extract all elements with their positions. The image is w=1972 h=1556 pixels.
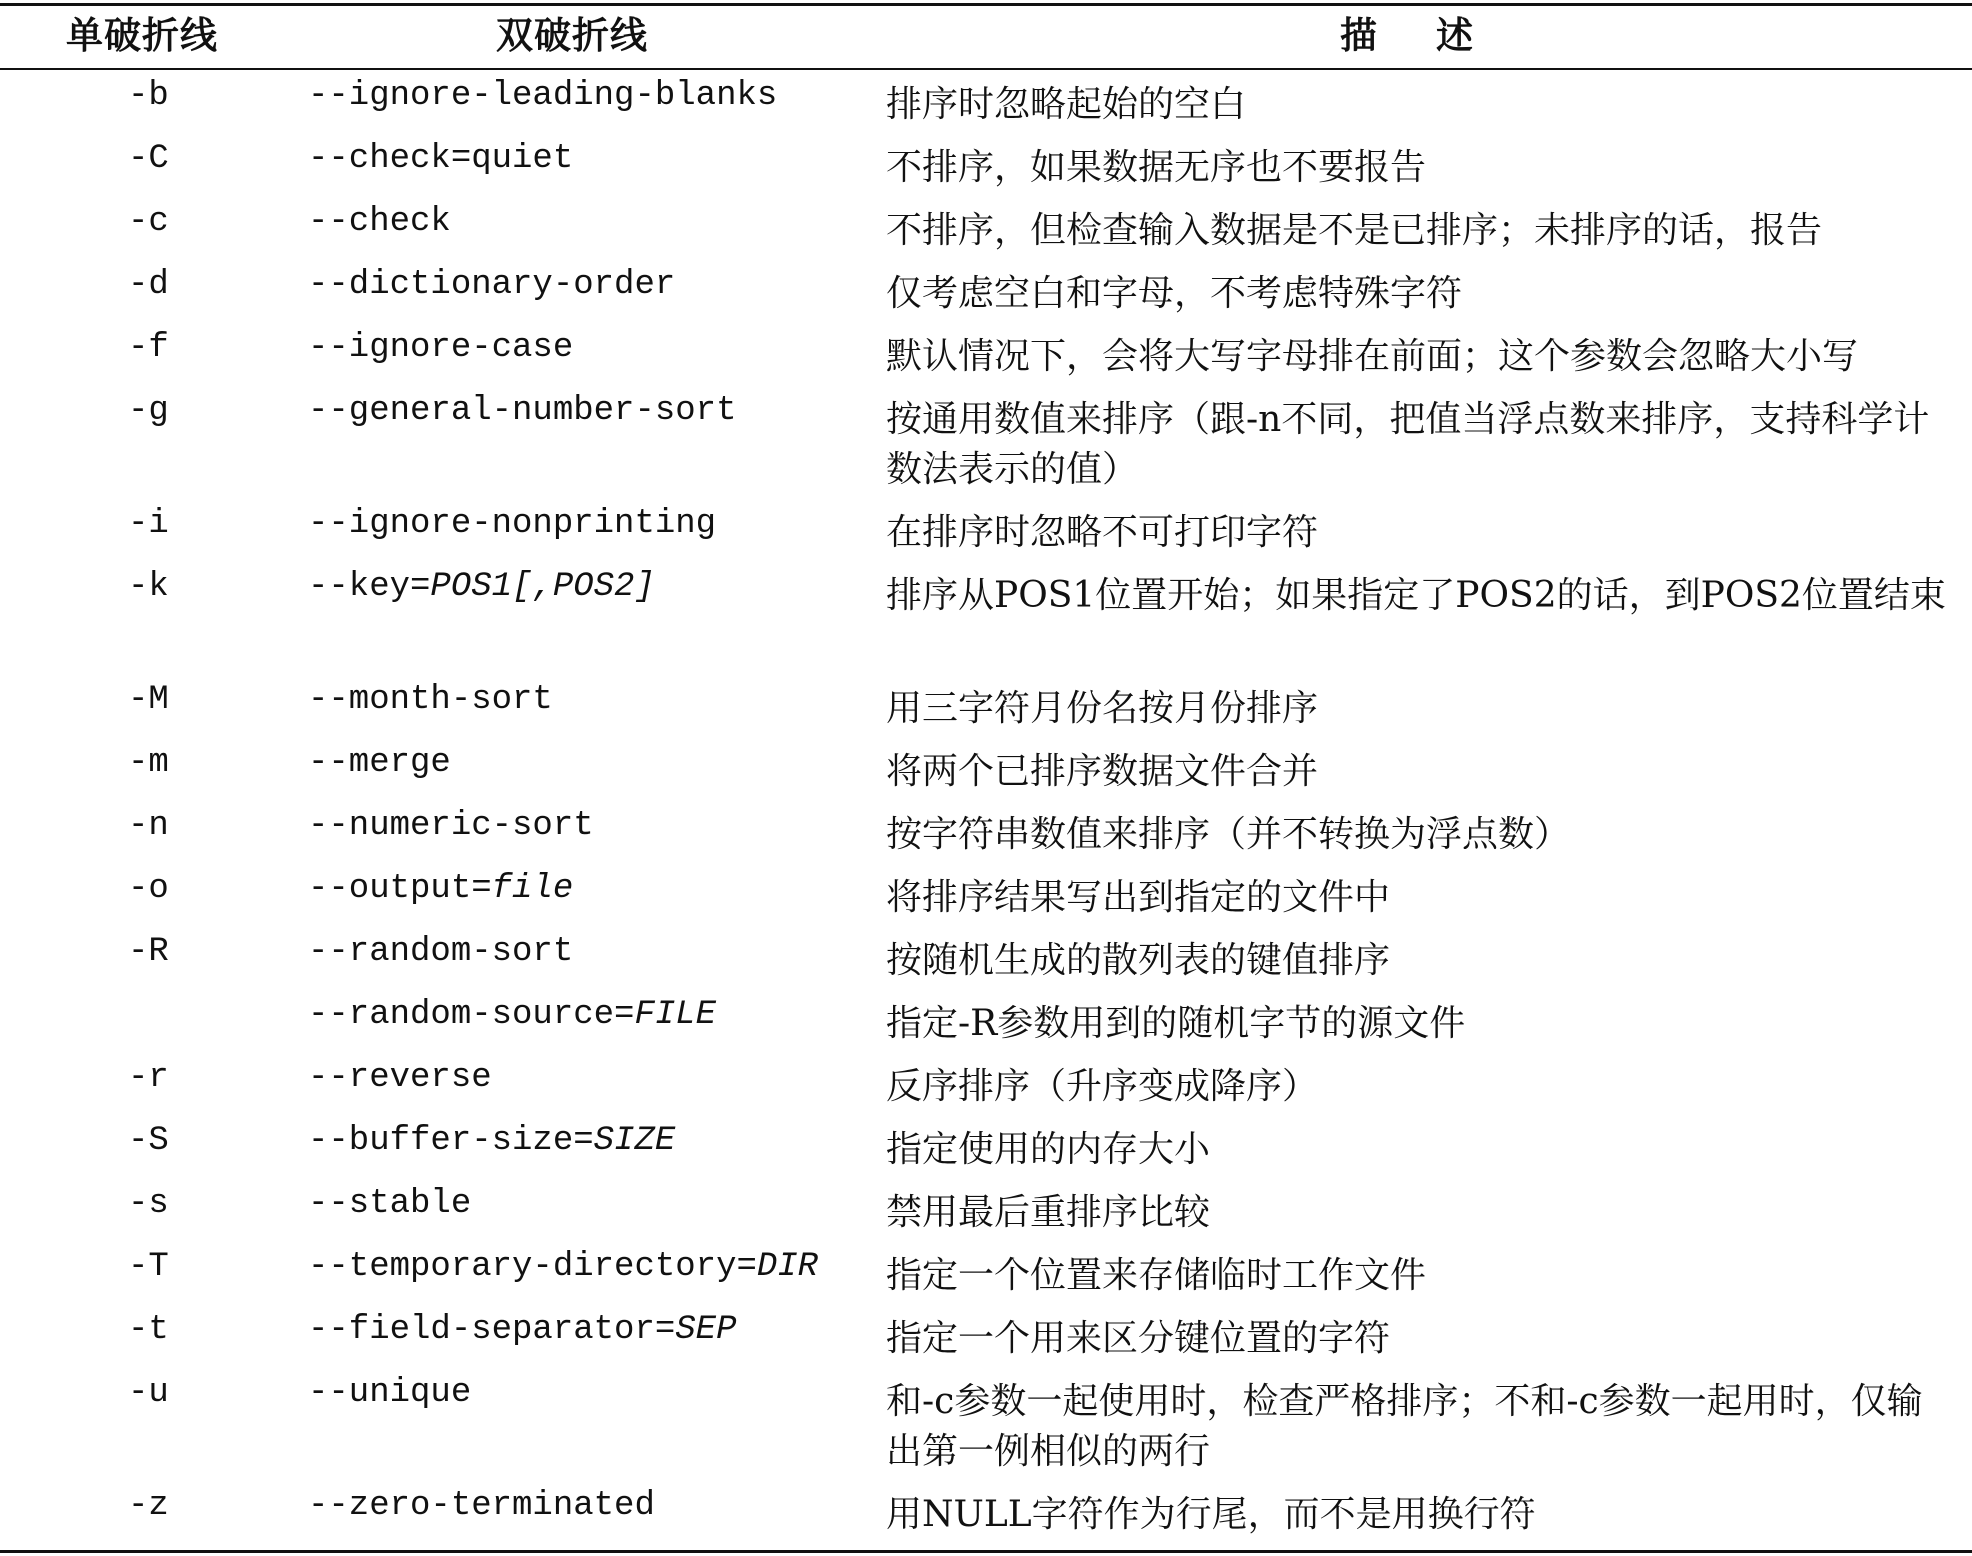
long-option	[308, 995, 716, 1035]
option-description: 在排序时忽略不可打印字符	[886, 512, 1319, 553]
table-row	[0, 1482, 1972, 1545]
header-description	[1340, 14, 1490, 58]
long-option-name: --general-number-sort	[308, 392, 737, 430]
long-option	[308, 869, 573, 909]
short-option: -z	[128, 1487, 169, 1525]
short-option: -S	[128, 1122, 169, 1160]
long-option	[308, 806, 594, 846]
long-option-name: --numeric-sort	[308, 807, 594, 845]
short-option: -M	[128, 681, 169, 719]
long-option-name: --temporary-directory=	[308, 1248, 757, 1286]
table-row	[0, 1117, 1972, 1180]
table-row	[0, 802, 1972, 865]
long-option-name: --random-sort	[308, 933, 574, 971]
long-option	[308, 680, 553, 720]
short-option: -R	[128, 933, 169, 971]
table-row	[0, 1180, 1972, 1243]
short-option: -m	[128, 744, 169, 782]
header-single-dash: 单破折线	[66, 14, 218, 57]
table-row	[0, 72, 1972, 135]
long-option-name: --ignore-nonprinting	[308, 505, 717, 543]
table-row	[0, 563, 1972, 676]
short-option: -C	[128, 140, 169, 178]
long-option-argument: FILE	[634, 996, 717, 1034]
option-description: 指定-R参数用到的随机字节的源文件	[886, 1003, 1466, 1044]
long-option	[308, 1486, 655, 1526]
short-option: -t	[128, 1311, 169, 1349]
option-description: 按通用数值来排序（跟-n不同，把值当浮点数来排序，支持科学计数法表示的值）	[886, 399, 1930, 490]
option-description: 用NULL字符作为行尾，而不是用换行符	[886, 1494, 1536, 1535]
short-option: -T	[128, 1248, 169, 1286]
long-option-argument: DIR	[756, 1248, 819, 1286]
short-option: -g	[128, 392, 169, 430]
long-option-name: --output=	[308, 870, 492, 908]
long-option-name: --check=quiet	[308, 140, 574, 178]
long-option-name: --check	[308, 203, 451, 241]
table-row	[0, 1369, 1972, 1482]
option-description: 仅考虑空白和字母，不考虑特殊字符	[886, 273, 1463, 314]
long-option-name: --reverse	[308, 1059, 492, 1097]
short-option: -u	[128, 1374, 169, 1412]
short-option: -i	[128, 505, 169, 543]
long-option	[308, 328, 573, 368]
header-double-dash: 双破折线	[496, 14, 648, 57]
option-description: 按字符串数值来排序（并不转换为浮点数）	[886, 814, 1571, 855]
table-body	[0, 72, 1972, 1545]
table-row	[0, 865, 1972, 928]
long-option-name: --ignore-case	[308, 329, 574, 367]
table-bottom-rule	[0, 1550, 1972, 1553]
long-option-name: --ignore-leading-blanks	[308, 77, 778, 115]
option-description: 排序从POS1位置开始；如果指定了POS2的话，到POS2位置结束	[886, 575, 1946, 616]
table-header	[0, 0, 1972, 68]
long-option-name: --merge	[308, 744, 451, 782]
short-option: -r	[128, 1059, 169, 1097]
option-description: 将两个已排序数据文件合并	[886, 751, 1319, 792]
long-option-argument: POS1[,POS2]	[430, 568, 655, 606]
long-option	[308, 743, 451, 783]
option-description: 排序时忽略起始的空白	[886, 84, 1247, 125]
long-option	[308, 1184, 471, 1224]
table-row	[0, 261, 1972, 324]
table-row	[0, 135, 1972, 198]
long-option	[308, 76, 777, 116]
short-option: -d	[128, 266, 169, 304]
long-option	[308, 265, 675, 305]
short-option: -c	[128, 203, 169, 241]
long-option-name: --unique	[308, 1374, 472, 1412]
long-option-name: --field-separator=	[308, 1311, 676, 1349]
option-description: 禁用最后重排序比较	[886, 1192, 1211, 1233]
short-option: -n	[128, 807, 169, 845]
long-option-name: --month-sort	[308, 681, 553, 719]
long-option-name: --key=	[308, 568, 431, 606]
table-row	[0, 387, 1972, 500]
long-option-argument: SEP	[675, 1311, 737, 1349]
long-option-name: --zero-terminated	[308, 1487, 655, 1525]
long-option	[308, 1058, 492, 1098]
option-description: 不排序，如果数据无序也不要报告	[886, 147, 1427, 188]
short-option: -s	[128, 1185, 169, 1223]
table-row	[0, 739, 1972, 802]
long-option	[308, 1121, 675, 1161]
header-description-char-2: 述	[1436, 14, 1474, 57]
table-row	[0, 676, 1972, 739]
option-description: 用三字符月份名按月份排序	[886, 688, 1319, 729]
long-option-name: --stable	[308, 1185, 472, 1223]
table-row	[0, 928, 1972, 991]
short-option: -k	[128, 568, 169, 606]
long-option	[308, 202, 451, 242]
option-description: 不排序，但检查输入数据是不是已排序；未排序的话，报告	[886, 210, 1823, 251]
long-option-name: --random-source=	[308, 996, 635, 1034]
option-description: 按随机生成的散列表的键值排序	[886, 940, 1391, 981]
option-description: 将排序结果写出到指定的文件中	[886, 877, 1391, 918]
short-option: -o	[128, 870, 169, 908]
long-option-argument: SIZE	[593, 1122, 676, 1160]
table-row	[0, 1054, 1972, 1117]
table-row	[0, 1306, 1972, 1369]
option-description: 和-c参数一起使用时，检查严格排序；不和-c参数一起用时，仅输出第一例相似的两行	[886, 1381, 1923, 1472]
table-row	[0, 198, 1972, 261]
option-description: 反序排序（升序变成降序）	[886, 1066, 1319, 1107]
short-option: -b	[128, 77, 169, 115]
long-option-name: --dictionary-order	[308, 266, 676, 304]
table-row	[0, 500, 1972, 563]
long-option	[308, 932, 573, 972]
option-description: 默认情况下，会将大写字母排在前面；这个参数会忽略大小写	[886, 336, 1859, 377]
table-row	[0, 991, 1972, 1054]
option-description: 指定使用的内存大小	[886, 1129, 1211, 1170]
short-option: -f	[128, 329, 169, 367]
table-row	[0, 324, 1972, 387]
long-option	[308, 139, 573, 179]
long-option	[308, 1310, 736, 1350]
long-option	[308, 1373, 471, 1413]
long-option	[308, 391, 736, 431]
option-description: 指定一个位置来存储临时工作文件	[886, 1255, 1427, 1296]
long-option	[308, 504, 716, 544]
option-description: 指定一个用来区分键位置的字符	[886, 1318, 1391, 1359]
header-description-char-1: 描	[1340, 14, 1378, 57]
long-option-name: --buffer-size=	[308, 1122, 594, 1160]
long-option	[308, 567, 655, 607]
table-row	[0, 1243, 1972, 1306]
table-header-rule	[0, 68, 1972, 70]
long-option-argument: file	[491, 870, 574, 908]
long-option	[308, 1247, 818, 1287]
